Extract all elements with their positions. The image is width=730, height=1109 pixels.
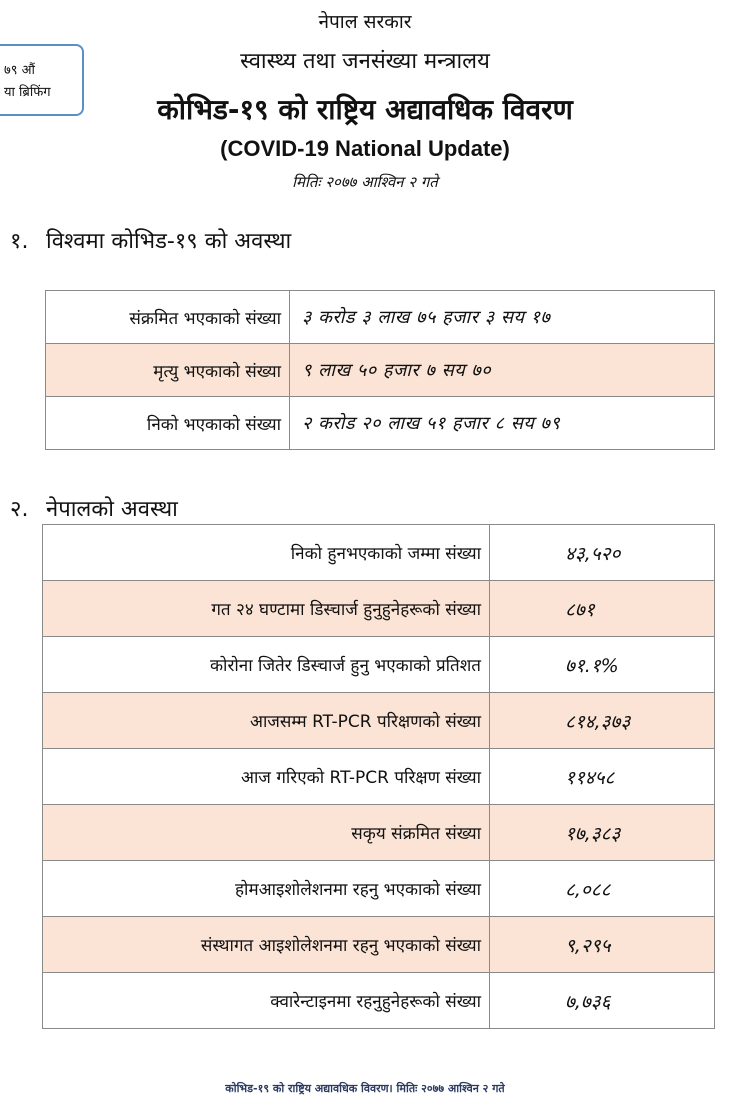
table-row — [43, 525, 715, 581]
row-value: २ करोड २० लाख ५१ हजार ८ सय ७९ — [290, 397, 715, 450]
row-value: ७,७३६ — [490, 973, 715, 1029]
row-value: ८,०८८ — [490, 861, 715, 917]
row-label: आजसम्म RT-PCR परिक्षणको संख्या — [43, 693, 490, 749]
table-row — [43, 693, 715, 749]
table-row — [46, 344, 715, 397]
table-row — [43, 861, 715, 917]
table-row — [43, 749, 715, 805]
row-label: गत २४ घण्टामा डिस्चार्ज हुनुहुनेहरूको संख्या — [43, 581, 490, 637]
table-row — [43, 805, 715, 861]
row-label: निको हुनभएकाको जम्मा संख्या — [43, 525, 490, 581]
section-world-heading — [10, 225, 291, 255]
table-row — [43, 581, 715, 637]
world-status-table — [45, 290, 715, 450]
page-subtitle: (COVID-19 National Update) — [220, 136, 510, 161]
row-value: ९,२९५ — [490, 917, 715, 973]
table-row — [46, 397, 715, 450]
row-value: ७१.१% — [490, 637, 715, 693]
section-number: १. — [10, 229, 29, 254]
badge-line-1: ७९ औं — [4, 63, 35, 78]
row-label: निको भएकाको संख्या — [46, 397, 290, 450]
section-nepal-heading — [10, 493, 178, 523]
row-label: आज गरिएको RT-PCR परिक्षण संख्या — [43, 749, 490, 805]
nepal-status-table — [42, 524, 715, 1029]
row-label: संक्रमित भएकाको संख्या — [46, 291, 290, 344]
badge-line-2: या ब्रिफिंग — [4, 85, 51, 100]
report-date: मितिः २०७७ आश्विन २ गते — [292, 173, 438, 191]
row-value: १७,३८३ — [490, 805, 715, 861]
table-row — [46, 291, 715, 344]
row-label: संस्थागत आइशोलेशनमा रहनु भएकाको संख्या — [43, 917, 490, 973]
row-value: ११४५८ — [490, 749, 715, 805]
row-value: ८१४,३७३ — [490, 693, 715, 749]
page-title: कोभिड-१९ को राष्ट्रिय अद्यावधिक विवरण — [157, 93, 573, 126]
row-value: ४३,५२० — [490, 525, 715, 581]
table-row — [43, 917, 715, 973]
section-title: विश्वमा कोभिड-१९ को अवस्था — [46, 229, 292, 254]
row-value: ८७१ — [490, 581, 715, 637]
section-title: नेपालको अवस्था — [46, 497, 178, 522]
row-value: ३ करोड ३ लाख ७५ हजार ३ सय १७ — [290, 291, 715, 344]
row-label: कोरोना जितेर डिस्चार्ज हुनु भएकाको प्रतिशत — [43, 637, 490, 693]
ministry-name: स्वास्थ्य तथा जनसंख्या मन्त्रालय — [240, 49, 490, 74]
table-row — [43, 973, 715, 1029]
government-name: नेपाल सरकार — [318, 11, 412, 33]
row-label: सकृय संक्रमित संख्या — [43, 805, 490, 861]
table-row — [43, 637, 715, 693]
row-label: मृत्यु भएकाको संख्या — [46, 344, 290, 397]
row-label: क्वारेन्टाइनमा रहनुहुनेहरूको संख्या — [43, 973, 490, 1029]
row-value: ९ लाख ५० हजार ७ सय ७० — [290, 344, 715, 397]
row-label: होमआइशोलेशनमा रहनु भएकाको संख्या — [43, 861, 490, 917]
section-number: २. — [10, 497, 29, 522]
page-footer: कोभिड-१९ को राष्ट्रिय अद्यावधिक विवरण। मितिः २०७७ आश्विन २ गते — [225, 1082, 505, 1095]
